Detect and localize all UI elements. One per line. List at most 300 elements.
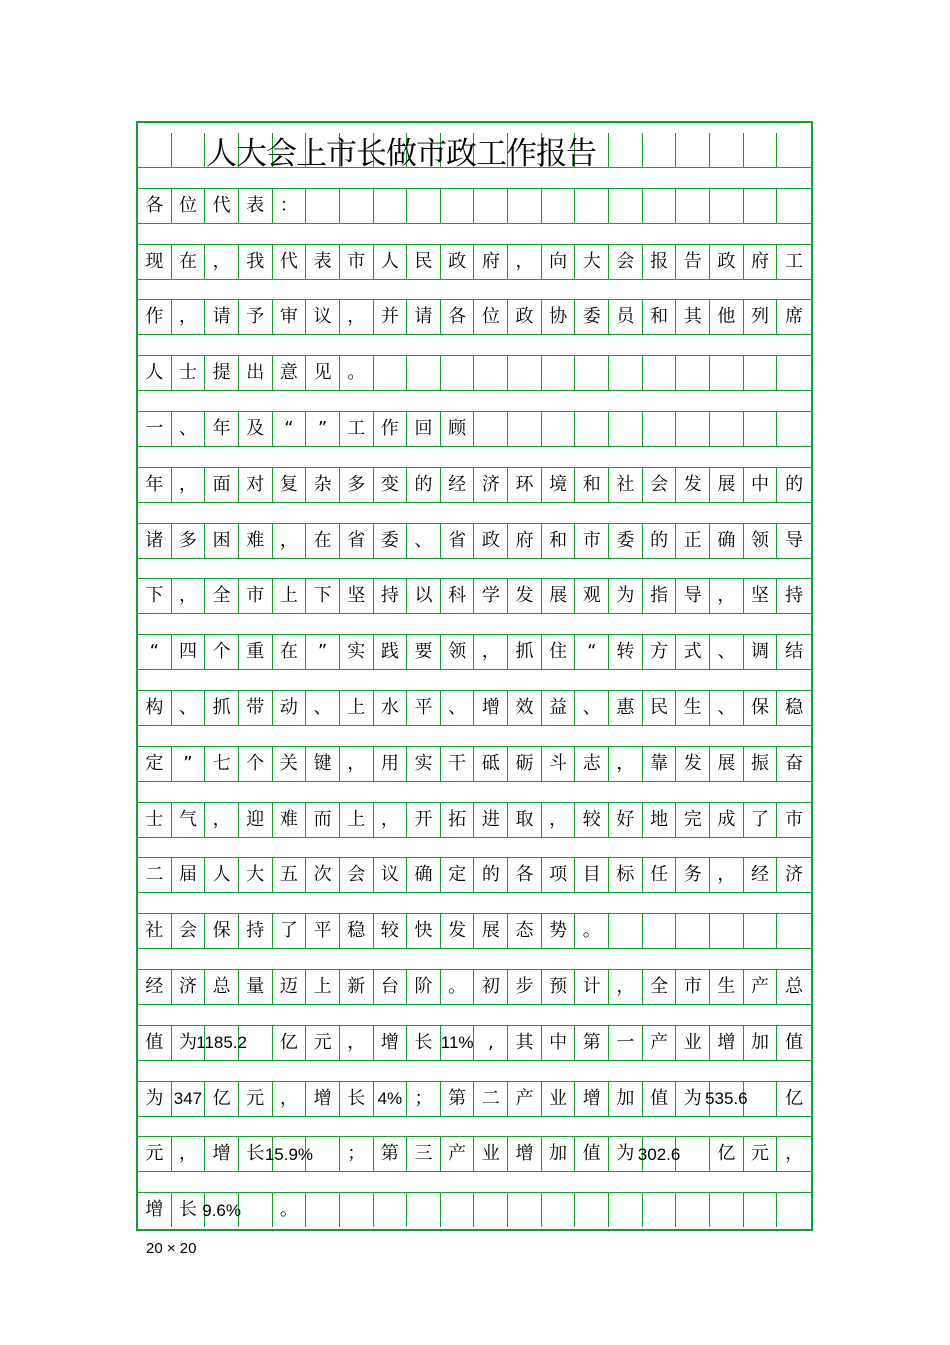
grid-char: ，: [172, 468, 206, 502]
grid-row: [138, 1137, 811, 1171]
grid-char: 代: [205, 189, 239, 223]
grid-char: 市: [340, 245, 374, 279]
grid-char: 和: [643, 300, 677, 334]
grid-char: 上: [340, 691, 374, 725]
grid-char: 增: [205, 1137, 239, 1171]
grid-char: 政: [475, 524, 509, 558]
grid-cell: [609, 189, 643, 223]
grid-char: 键: [306, 747, 340, 781]
grid-cell: [676, 356, 710, 390]
grid-char: 代: [273, 245, 307, 279]
grid-char: 亿: [710, 1137, 744, 1171]
grid-char: 持: [239, 914, 273, 948]
grid-char: 加: [609, 1082, 643, 1116]
grid-char: 值: [643, 1082, 677, 1116]
grid-char: 表: [239, 189, 273, 223]
grid-char: 抓: [205, 691, 239, 725]
grid-char: ，: [374, 803, 408, 837]
grid-char: 并: [374, 300, 408, 334]
grid-char: 惠: [609, 691, 643, 725]
grid-char: 第: [575, 1026, 609, 1060]
grid-char: 成: [710, 803, 744, 837]
grid-char: 、: [710, 691, 744, 725]
grid-char: 转: [609, 635, 643, 669]
grid-char: 意: [273, 356, 307, 390]
grid-char: 提: [205, 356, 239, 390]
grid-char: 振: [744, 747, 778, 781]
row-separator: [138, 1171, 811, 1193]
grid-char: 靠: [643, 747, 677, 781]
grid-char: 以: [407, 579, 441, 613]
row-separator: [138, 390, 811, 412]
grid-cell: [777, 356, 811, 390]
grid-char: 开: [407, 803, 441, 837]
grid-cell: [575, 189, 609, 223]
grid-char: ，: [508, 245, 542, 279]
grid-cell: [609, 914, 643, 948]
grid-row: [138, 245, 811, 279]
grid-char: ，: [340, 300, 374, 334]
grid-char: 第: [441, 1082, 475, 1116]
grid-char: 其: [676, 300, 710, 334]
grid-char: 任: [643, 858, 677, 892]
grid-char: 复: [273, 468, 307, 502]
grid-cell: [744, 356, 778, 390]
grid-row: [138, 1082, 811, 1116]
grid-char: 四: [172, 635, 206, 669]
grid-char: ，: [710, 579, 744, 613]
grid-char: ；: [407, 1082, 441, 1116]
grid-cell: [676, 133, 710, 167]
row-separator: [138, 558, 811, 580]
grid-char: 动: [273, 691, 307, 725]
grid-row: [138, 858, 811, 892]
grid-char: 政: [710, 245, 744, 279]
grid-char: 产: [441, 1137, 475, 1171]
row-separator: [138, 669, 811, 691]
row-separator: [138, 1116, 811, 1138]
grid-char: 总: [205, 970, 239, 1004]
grid-char: 个: [205, 635, 239, 669]
grid-char: 业: [542, 1082, 576, 1116]
grid-char: 会: [340, 858, 374, 892]
row-separator: [138, 446, 811, 468]
grid-char: 回: [407, 412, 441, 446]
grid-char: 亿: [785, 1087, 804, 1109]
grid-char: ，: [273, 524, 307, 558]
grid-char: 省: [441, 524, 475, 558]
grid-char: 在: [306, 524, 340, 558]
grid-char: 作: [374, 412, 408, 446]
grid-char: 持: [785, 585, 804, 607]
grid-char: 会: [609, 245, 643, 279]
grid-cell: [542, 412, 576, 446]
grid-char: 下: [306, 579, 340, 613]
grid-char: 长: [239, 1137, 273, 1171]
grid-char: 坚: [340, 579, 374, 613]
grid-char: 导: [676, 579, 710, 613]
grid-char: 杂: [306, 468, 340, 502]
grid-row: [138, 356, 811, 390]
row-separator: [138, 1060, 811, 1082]
grid-cell: [609, 356, 643, 390]
grid-char: 和: [575, 468, 609, 502]
grid-cell: [710, 914, 744, 948]
grid-char: 困: [205, 524, 239, 558]
grid-char: 经: [744, 858, 778, 892]
grid-char: 经: [138, 970, 172, 1004]
grid-char: 展: [710, 468, 744, 502]
grid-row: [138, 635, 811, 669]
grid-char: 践: [374, 635, 408, 669]
grid-cell: [777, 1193, 811, 1227]
grid-row: [138, 970, 811, 1004]
grid-char: 确: [710, 524, 744, 558]
grid-char: 社: [609, 468, 643, 502]
grid-char: 议: [374, 858, 408, 892]
grid-cell: [609, 1193, 643, 1227]
grid-char: 个: [239, 747, 273, 781]
grid-char: 砺: [508, 747, 542, 781]
grid-cell: [744, 1193, 778, 1227]
grid-char: 大: [575, 245, 609, 279]
grid-cell: [710, 412, 744, 446]
grid-row: [138, 300, 811, 334]
grid-char: 难: [273, 803, 307, 837]
grid-char: 新: [340, 970, 374, 1004]
grid-char: 各: [508, 858, 542, 892]
grid-char: 人: [205, 858, 239, 892]
grid-char: 府: [508, 524, 542, 558]
grid-char: 为: [172, 1026, 206, 1060]
grid-cell: [777, 189, 811, 223]
grid-char: 带: [239, 691, 273, 725]
grid-cell: [407, 356, 441, 390]
grid-cell: [744, 914, 778, 948]
grid-char: 为: [609, 579, 643, 613]
grid-char: 协: [542, 300, 576, 334]
grid-char: 五: [273, 858, 307, 892]
grid-char: 元: [306, 1026, 340, 1060]
grid-char: 一: [609, 1026, 643, 1060]
grid-char: 值: [138, 1026, 172, 1060]
grid-char: 用: [374, 747, 408, 781]
grid-char: 展: [542, 579, 576, 613]
grid-char: ，: [609, 970, 643, 1004]
grid-char: 社: [138, 914, 172, 948]
grid-char: 为: [138, 1082, 172, 1116]
grid-cell: [542, 356, 576, 390]
grid-char: 定: [441, 858, 475, 892]
grid-cell: [744, 189, 778, 223]
grid-char: 长: [340, 1082, 374, 1116]
grid-char: 初: [475, 970, 509, 1004]
grid-char: 较: [575, 803, 609, 837]
grid-char: 亿: [205, 1082, 239, 1116]
grid-cell: [239, 1026, 273, 1060]
grid-char: 报: [643, 245, 677, 279]
grid-char: 请: [205, 300, 239, 334]
row-separator: [138, 223, 811, 245]
grid-char: 政: [441, 245, 475, 279]
grid-char: 会: [643, 468, 677, 502]
grid-char: 值: [785, 1031, 804, 1053]
grid-char: 拓: [441, 803, 475, 837]
row-separator: [138, 502, 811, 524]
grid-char: 增: [374, 1026, 408, 1060]
grid-char: 奋: [785, 752, 804, 774]
grid-char: 式: [676, 635, 710, 669]
grid-char: 增: [508, 1137, 542, 1171]
grid-cell: [744, 412, 778, 446]
grid-char: 出: [239, 356, 273, 390]
grid-char: 一: [138, 412, 172, 446]
grid-cell: [340, 1193, 374, 1227]
grid-char: 向: [542, 245, 576, 279]
row-separator: [138, 167, 811, 189]
row-separator: [138, 892, 811, 914]
row-separator: [138, 334, 811, 356]
grid-char: 迈: [273, 970, 307, 1004]
manuscript-grid: [136, 121, 813, 1231]
grid-cell: [306, 1137, 340, 1171]
grid-char: ，: [542, 803, 576, 837]
grid-char: 元: [744, 1137, 778, 1171]
grid-char: 、: [172, 412, 206, 446]
grid-char: 人: [138, 356, 172, 390]
grid-char: 观: [575, 579, 609, 613]
grid-char: ，: [172, 579, 206, 613]
grid-char: ：: [273, 189, 307, 223]
document-title: 人大会上市长做市政工作报告: [206, 135, 596, 172]
grid-char: ，: [205, 245, 239, 279]
grid-cell: [575, 1193, 609, 1227]
grid-char: 总: [785, 976, 804, 997]
grid-char: 了: [273, 914, 307, 948]
grid-char: 多: [172, 524, 206, 558]
grid-cell: [441, 1193, 475, 1227]
grid-char: 年: [205, 412, 239, 446]
row-separator: [138, 781, 811, 803]
grid-char: 势: [542, 914, 576, 948]
grid-char: 审: [273, 300, 307, 334]
grid-cell: [575, 412, 609, 446]
grid-char: 阶: [407, 970, 441, 1004]
grid-cell: [508, 356, 542, 390]
grid-char: 二: [475, 1082, 509, 1116]
grid-cell: [744, 133, 778, 167]
grid-char: 展: [710, 747, 744, 781]
grid-char: 斗: [542, 747, 576, 781]
grid-char: 人: [374, 245, 408, 279]
grid-char: ，: [340, 747, 374, 781]
grid-char: 省: [340, 524, 374, 558]
grid-char: 长: [172, 1193, 206, 1227]
grid-char: 他: [710, 300, 744, 334]
grid-char: 迎: [239, 803, 273, 837]
grid-char: 员: [609, 300, 643, 334]
grid-char: 全: [643, 970, 677, 1004]
grid-char: 市: [785, 808, 804, 830]
grid-char: 。: [340, 356, 374, 390]
grid-char: “: [273, 412, 307, 446]
grid-char: 政: [508, 300, 542, 334]
grid-char: 各: [138, 189, 172, 223]
grid-size-label: 20 × 20: [146, 1240, 197, 1257]
grid-char: 加: [542, 1137, 576, 1171]
grid-char: 值: [575, 1137, 609, 1171]
grid-char: 快: [407, 914, 441, 948]
grid-char: 导: [785, 529, 804, 551]
grid-char: 议: [306, 300, 340, 334]
grid-char: 气: [172, 803, 206, 837]
grid-char: 表: [306, 245, 340, 279]
grid-cell: [138, 133, 172, 167]
grid-char: 元: [138, 1137, 172, 1171]
grid-char: ，: [785, 1143, 804, 1165]
grid-char: 市: [575, 524, 609, 558]
grid-cell: [777, 914, 811, 948]
grid-char: 步: [508, 970, 542, 1004]
grid-char: ；: [340, 1137, 374, 1171]
grid-char: 15.9%: [273, 1137, 307, 1171]
grid-char: 对: [239, 468, 273, 502]
grid-cell: [508, 1193, 542, 1227]
grid-char: 增: [138, 1193, 172, 1227]
grid-cell: [676, 412, 710, 446]
grid-char: 目: [575, 858, 609, 892]
grid-char: ，: [172, 300, 206, 334]
grid-cell: [542, 189, 576, 223]
grid-char: 七: [205, 747, 239, 781]
grid-char: 志: [575, 747, 609, 781]
grid-char: 实: [340, 635, 374, 669]
grid-char: 请: [407, 300, 441, 334]
grid-char: 干: [441, 747, 475, 781]
grid-char: 地: [643, 803, 677, 837]
grid-cell: [643, 356, 677, 390]
grid-char: 砥: [475, 747, 509, 781]
grid-char: 委: [575, 300, 609, 334]
grid-char: 确: [407, 858, 441, 892]
grid-cell: [643, 133, 677, 167]
grid-cell: [374, 1193, 408, 1227]
grid-cell: [374, 189, 408, 223]
grid-cell: [172, 133, 206, 167]
grid-char: 预: [542, 970, 576, 1004]
grid-char: 抓: [508, 635, 542, 669]
grid-char: 进: [475, 803, 509, 837]
grid-char: 。: [575, 914, 609, 948]
grid-char: 展: [475, 914, 509, 948]
grid-char: 住: [542, 635, 576, 669]
grid-char: 、: [575, 691, 609, 725]
grid-char: 计: [575, 970, 609, 1004]
grid-cell: [475, 356, 509, 390]
grid-char: 构: [138, 691, 172, 725]
grid-row: [138, 468, 811, 502]
grid-char: 为: [609, 1137, 643, 1171]
grid-char: ”: [172, 747, 206, 781]
grid-char: ，: [340, 1026, 374, 1060]
grid-char: 上: [340, 803, 374, 837]
grid-char: 顾: [441, 412, 475, 446]
grid-char: 中: [542, 1026, 576, 1060]
grid-char: 难: [239, 524, 273, 558]
grid-char: 、: [407, 524, 441, 558]
grid-char: 、: [710, 635, 744, 669]
grid-char: 的: [643, 524, 677, 558]
grid-cell: [643, 189, 677, 223]
grid-char: 增: [575, 1082, 609, 1116]
row-separator: [138, 948, 811, 970]
grid-cell: [575, 356, 609, 390]
row-separator: [138, 1004, 811, 1026]
grid-cell: [744, 1082, 778, 1116]
grid-char: 经: [441, 468, 475, 502]
grid-char: 上: [306, 970, 340, 1004]
grid-char: 坚: [744, 579, 778, 613]
grid-char: 发: [508, 579, 542, 613]
grid-char: 全: [205, 579, 239, 613]
grid-cell: [239, 1193, 273, 1227]
grid-row: [138, 1193, 811, 1227]
grid-char: 保: [744, 691, 778, 725]
grid-char: 业: [676, 1026, 710, 1060]
grid-char: 学: [475, 579, 509, 613]
grid-row: [138, 803, 811, 837]
grid-char: 科: [441, 579, 475, 613]
grid-row: [138, 747, 811, 781]
grid-char: 务: [676, 858, 710, 892]
grid-char: 予: [239, 300, 273, 334]
grid-char: 元: [239, 1082, 273, 1116]
grid-char: 调: [744, 635, 778, 669]
grid-char: 上: [273, 579, 307, 613]
grid-cell: [710, 189, 744, 223]
grid-cell: [542, 1193, 576, 1227]
grid-char: 产: [508, 1082, 542, 1116]
grid-char: 环: [508, 468, 542, 502]
grid-char: 领: [744, 524, 778, 558]
grid-char: ，: [172, 1137, 206, 1171]
grid-char: 定: [138, 747, 172, 781]
grid-char: 9.6%: [205, 1193, 239, 1227]
grid-char: 态: [508, 914, 542, 948]
grid-char: 第: [374, 1137, 408, 1171]
grid-cell: [306, 1193, 340, 1227]
grid-row: [138, 524, 811, 558]
grid-cell: [374, 356, 408, 390]
grid-cell: [508, 412, 542, 446]
grid-char: 诸: [138, 524, 172, 558]
grid-char: 长: [407, 1026, 441, 1060]
grid-char: 完: [676, 803, 710, 837]
grid-char: 府: [744, 245, 778, 279]
grid-char: 标: [609, 858, 643, 892]
grid-char: 保: [205, 914, 239, 948]
grid-char: 委: [374, 524, 408, 558]
grid-char: 535.6: [710, 1082, 744, 1116]
grid-char: 列: [744, 300, 778, 334]
grid-char: 方: [643, 635, 677, 669]
grid-char: 平: [306, 914, 340, 948]
grid-row: [138, 579, 811, 613]
grid-char: 了: [744, 803, 778, 837]
grid-cell: [441, 356, 475, 390]
grid-char: 重: [239, 635, 273, 669]
grid-char: 发: [441, 914, 475, 948]
